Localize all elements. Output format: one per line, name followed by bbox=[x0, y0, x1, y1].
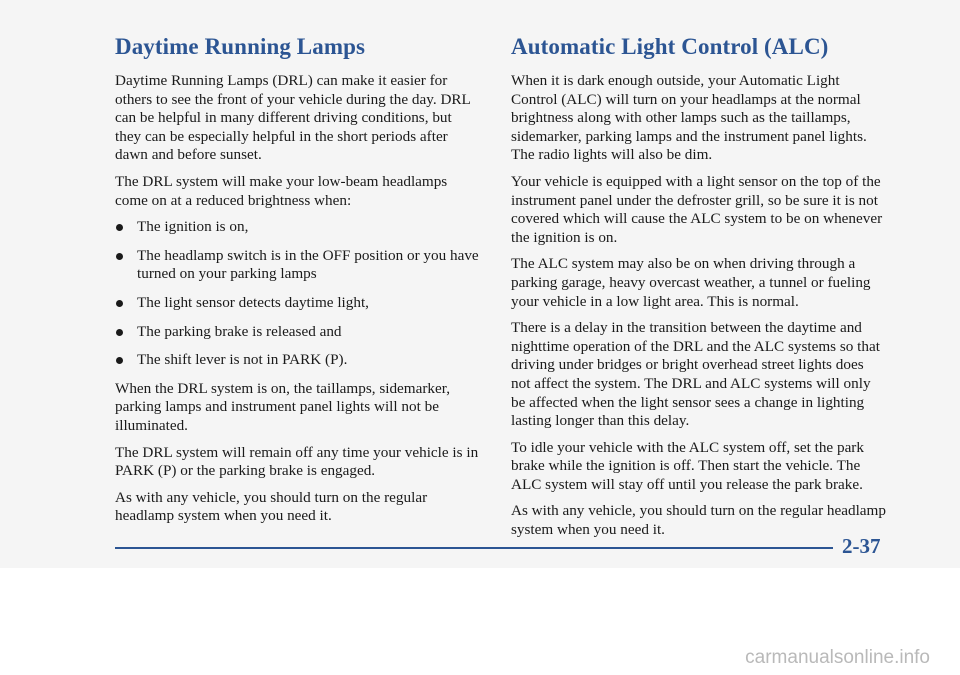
alc-paragraph: The ALC system may also be on when driving through a parking garage, heavy overcast weather, a tunnel or fueling your vehicle in a low light area. This is normal. bbox=[511, 255, 871, 310]
drl-heading: Daytime Running Lamps bbox=[115, 34, 366, 59]
alc-paragraph: There is a delay in the transition between the daytime and nighttime operation of the DRL and the ALC systems so that driving under bridges or bright overhead street lights does not affect the system. The DRL and ALC systems will only be affected when the light sensor sees a change in lighting lasting longer than this delay. bbox=[511, 319, 880, 430]
alc-paragraph: When it is dark enough outside, your Automatic Light Control (ALC) will turn on your headlamps at the normal brightness along with other lamps such as the taillamps, sidemarker, parking lamps and the instrument panel lights. The radio lights will also be dim. bbox=[511, 72, 867, 164]
alc-paragraph: Your vehicle is equipped with a light sensor on the top of the instrument panel under the defroster grill, so be sure it is not covered which will cause the ALC system to be on whenever the ignition is on. bbox=[511, 172, 883, 246]
list-item bbox=[115, 247, 480, 284]
bullet-icon bbox=[116, 329, 123, 336]
list-item bbox=[115, 323, 480, 342]
alc-paragraph: As with any vehicle, you should turn on the regular headlamp system when you need it. bbox=[511, 502, 886, 539]
alc-heading: Automatic Light Control (ALC) bbox=[511, 34, 829, 59]
list-item bbox=[115, 351, 480, 370]
drl-intro: Daytime Running Lamps (DRL) can make it easier for others to see the front of your vehicle during the day. DRL can be helpful in many different driving conditions, but they can be especially helpful in the short periods after dawn and before sunset. bbox=[115, 72, 471, 164]
drl-on-paragraph: When the DRL system is on, the taillamps, sidemarker, parking lamps and instrument panel lights will not be illuminated. bbox=[115, 379, 450, 434]
page-number: 2-37 bbox=[842, 534, 881, 558]
footer-rule bbox=[115, 547, 833, 549]
drl-regular-paragraph: As with any vehicle, you should turn on the regular headlamp system when you need it. bbox=[115, 488, 428, 525]
bullet-icon bbox=[116, 224, 123, 231]
list-item-text: The ignition is on, bbox=[137, 218, 249, 236]
alc-paragraph: To idle your vehicle with the ALC system off, set the park brake while the ignition is off. Then start the vehicle. The ALC system will stay off until you release the park brake. bbox=[511, 438, 864, 493]
bullet-icon bbox=[116, 357, 123, 364]
list-item-text: The shift lever is not in PARK (P). bbox=[137, 351, 348, 369]
drl-section bbox=[115, 34, 480, 534]
list-item-text: The light sensor detects daytime light, bbox=[137, 293, 369, 311]
drl-conditions-intro: The DRL system will make your low-beam headlamps come on at a reduced brightness when: bbox=[115, 172, 448, 209]
bullet-icon bbox=[116, 253, 123, 260]
list-item-text: The parking brake is released and bbox=[137, 322, 342, 340]
watermark-link[interactable]: carmanualsonline.info bbox=[745, 647, 930, 668]
drl-off-paragraph: The DRL system will remain off any time your vehicle is in PARK (P) or the parking brake is engaged. bbox=[115, 443, 479, 480]
list-item-text: The headlamp switch is in the OFF position or you have turned on your parking lamps bbox=[137, 246, 479, 283]
bullet-icon bbox=[116, 300, 123, 307]
list-item bbox=[115, 218, 480, 237]
drl-conditions-list bbox=[115, 218, 480, 370]
alc-section bbox=[511, 34, 886, 548]
list-item bbox=[115, 294, 480, 313]
